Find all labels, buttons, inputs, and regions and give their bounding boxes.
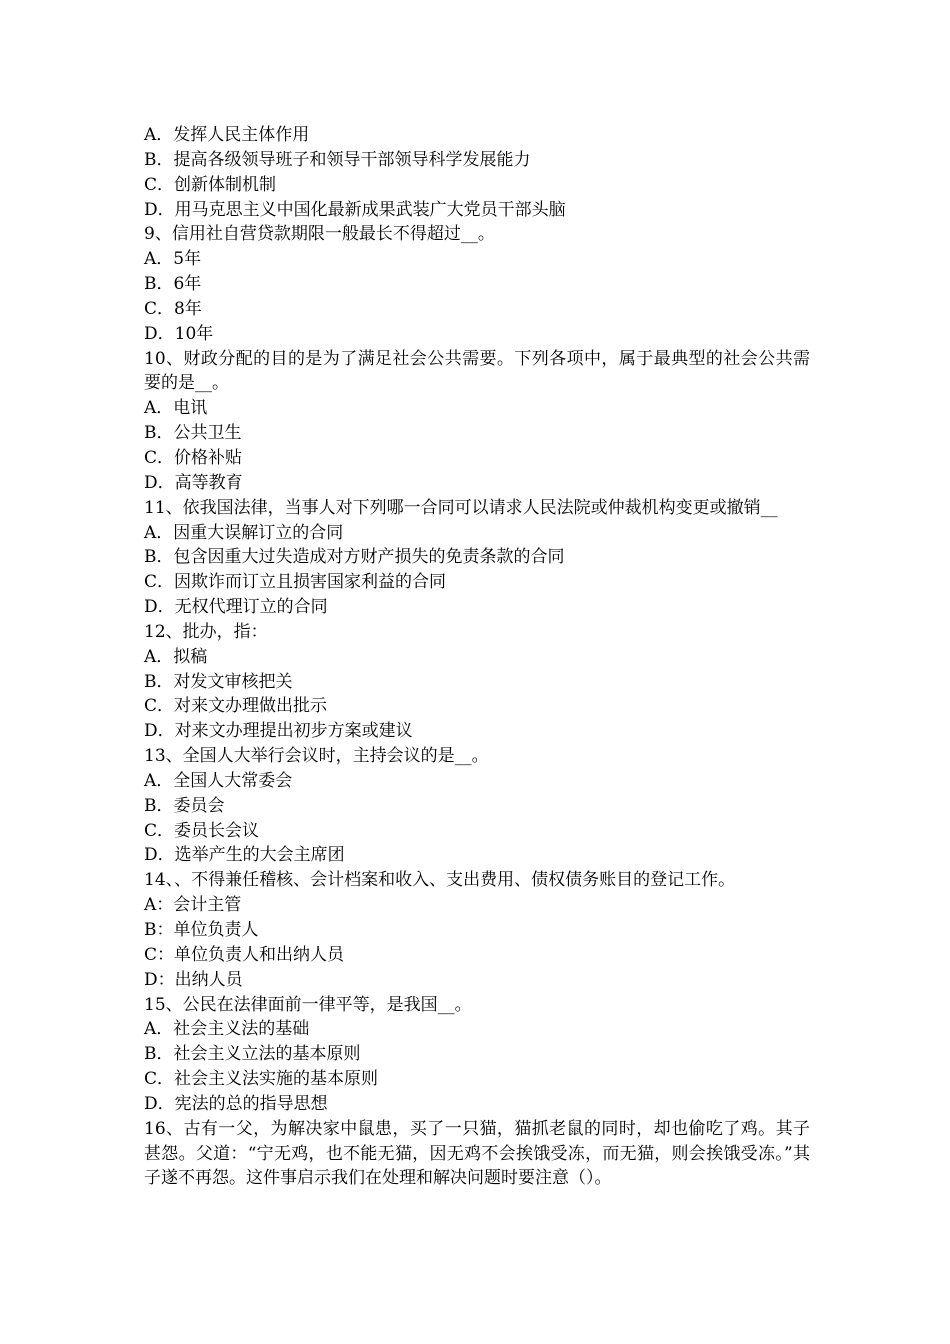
option-d: D．选举产生的大会主席团: [144, 845, 345, 866]
document-body: [144, 123, 810, 1191]
option-d: D．用马克思主义中国化最新成果武装广大党员干部头脑: [144, 199, 566, 220]
option-a: A．全国人大常委会: [144, 770, 293, 791]
option-b: B．委员会: [144, 795, 225, 816]
option-c: C．委员长会议: [144, 820, 260, 841]
option-b: B．对发文审核把关: [144, 671, 293, 692]
option-d: D．宪法的总的指导思想: [144, 1093, 328, 1114]
question-14: 14、、不得兼任稽核、会计档案和收入、支出费用、债权债务账目的登记工作。: [144, 870, 736, 891]
option-b: B．提高各级领导班子和领导干部领导科学发展能力: [144, 149, 531, 170]
option-b: B．社会主义立法的基本原则: [144, 1044, 361, 1065]
option-a: A．社会主义法的基础: [144, 1019, 310, 1040]
option-c: C．创新体制机制: [144, 174, 277, 195]
option-a: A：会计主管: [144, 895, 242, 916]
option-c: C．对来文办理做出批示: [144, 696, 328, 717]
option-b: B．包含因重大过失造成对方财产损失的免责条款的合同: [144, 547, 565, 568]
option-c: C．价格补贴: [144, 447, 243, 468]
question-13: 13、全国人大举行会议时，主持会议的是__。: [144, 746, 489, 767]
option-a: A．因重大误解订立的合同: [144, 522, 344, 543]
option-d: D．对来文办理提出初步方案或建议: [144, 721, 413, 742]
question-15: 15、公民在法律面前一律平等，是我国__。: [144, 994, 472, 1015]
option-d: D．高等教育: [144, 472, 243, 493]
question-16: 16、古有一父，为解决家中鼠患，买了一只猫，猫抓老鼠的同时，却也偷吃了鸡。其子甚怨。父道：“宁无鸡，也不能无猫，因无鸡不会挨饿受冻，而无猫，则会挨饿受冻。”其子遂不再怨。这件事启示我们在处理和解决问题时要注意（）。: [144, 1118, 810, 1189]
option-d: D．无权代理订立的合同: [144, 597, 328, 618]
option-b: B．公共卫生: [144, 423, 242, 444]
option-a: A．拟稿: [144, 646, 208, 667]
option-c: C．8年: [144, 298, 202, 319]
option-b: B．6年: [144, 274, 202, 295]
question-9: 9、信用社自营贷款期限一般最长不得超过__。: [144, 224, 495, 245]
question-10: 10、财政分配的目的是为了满足社会公共需要。下列各项中，属于最典型的社会公共需要的是__。: [144, 348, 810, 394]
question-12: 12、批办，指：: [144, 621, 268, 642]
option-d: D：出纳人员: [144, 969, 243, 990]
option-b: B：单位负责人: [144, 920, 259, 940]
option-c: C．社会主义法实施的基本原则: [144, 1069, 379, 1090]
question-11: 11、依我国法律，当事人对下列哪一合同可以请求人民法院或仲裁机构变更或撤销__: [144, 497, 778, 518]
option-c: C：单位负责人和出纳人员: [144, 944, 345, 965]
option-a: A．发挥人民主体作用: [144, 125, 310, 145]
option-a: A．电讯: [144, 398, 208, 419]
option-c: C．因欺诈而订立且损害国家利益的合同: [144, 572, 447, 593]
option-d: D．10年: [144, 323, 214, 344]
option-a: A．5年: [144, 249, 202, 270]
